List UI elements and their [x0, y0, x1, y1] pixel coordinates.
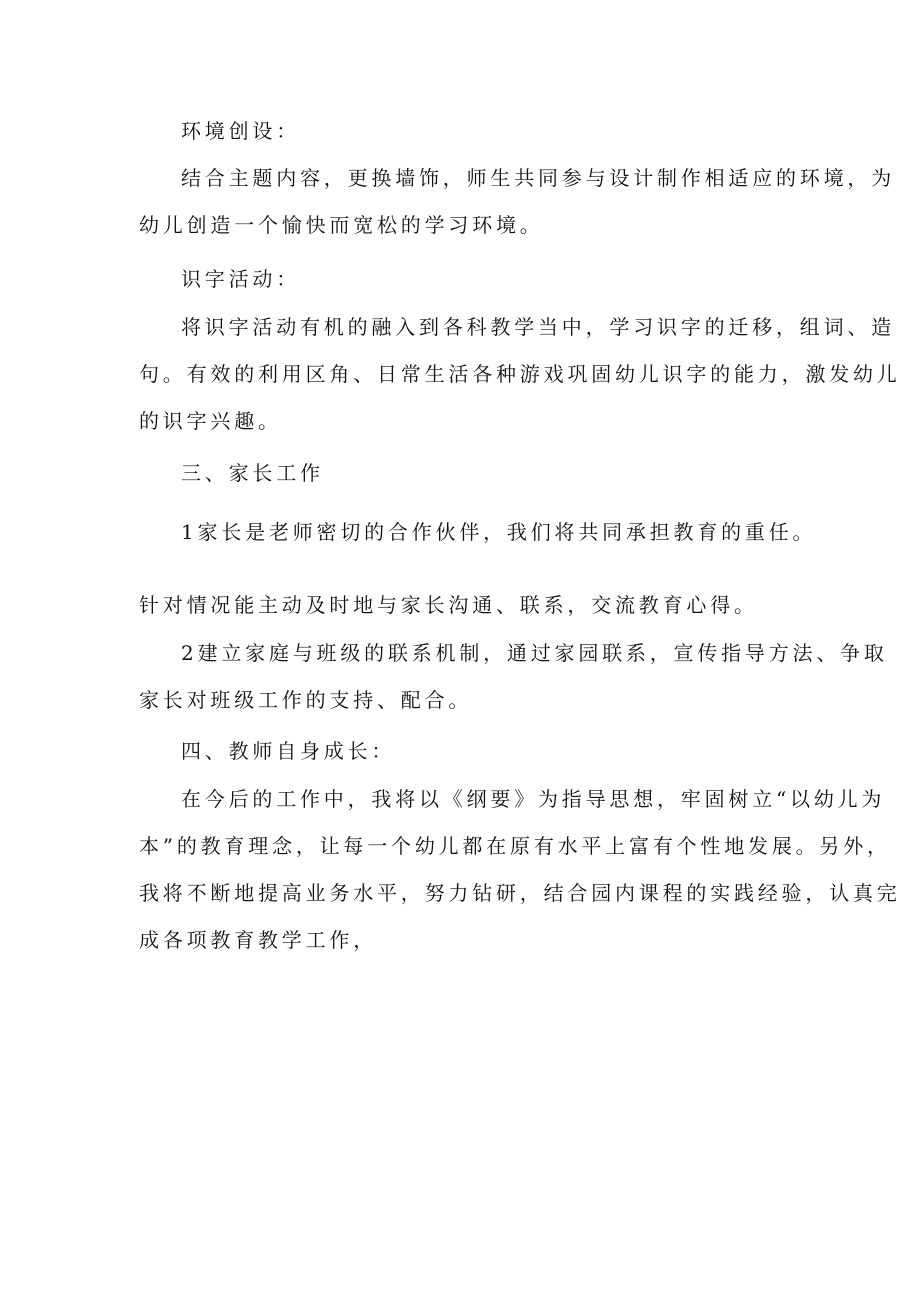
text-line: 幼儿创造一个愉快而宽松的学习环境。 — [139, 213, 544, 237]
heading-teacher-growth — [181, 728, 395, 775]
paragraph-parent-2 — [139, 630, 888, 724]
text-line: 我将不断地提高业务水平，努力钻研，结合园内课程的实践经验，认真完 — [139, 881, 901, 905]
text-line: 针对情况能主动及时地与家长沟通、联系，交流教育心得。 — [139, 593, 758, 617]
text-line: 结合主题内容，更换墙饰，师生共同参与设计制作相适应的环境，为 — [181, 166, 895, 190]
text-line: 句。有效的利用区角、日常生活各种游戏巩固幼儿识字的能力，激发幼儿 — [139, 362, 901, 386]
text-line: 三、家长工作 — [181, 461, 324, 485]
text-line: 将识字活动有机的融入到各科教学当中，学习识字的迁移，组词、造 — [181, 315, 895, 339]
text-line: 2建立家庭与班级的联系机制，通过家园联系，宣传指导方法、争取 — [181, 641, 888, 665]
text-line: 家长对班级工作的支持、配合。 — [139, 688, 473, 712]
paragraph-parent-1 — [181, 509, 816, 556]
heading-parent-work — [181, 450, 324, 497]
text-line: 成各项教育教学工作， — [139, 928, 377, 952]
text-line: 的识字兴趣。 — [139, 409, 282, 433]
text-line: 环境创设： — [181, 119, 300, 143]
heading-environment — [181, 108, 300, 155]
paragraph-environment — [139, 155, 895, 249]
text-line: 本”的教育理念，让每一个幼儿都在原有水平上富有个性地发展。另外， — [139, 834, 891, 858]
text-line: 四、教师自身成长： — [181, 739, 396, 763]
paragraph-literacy — [139, 304, 901, 445]
paragraph-parent-communication — [139, 582, 758, 629]
text-line: 1家长是老师密切的合作伙伴，我们将共同承担教育的重任。 — [181, 520, 817, 544]
text-line: 识字活动： — [181, 267, 300, 291]
heading-literacy — [181, 256, 300, 303]
text-line: 在今后的工作中，我将以《纲要》为指导思想，牢固树立“以幼儿为 — [181, 787, 886, 811]
paragraph-teacher-growth — [139, 776, 901, 964]
